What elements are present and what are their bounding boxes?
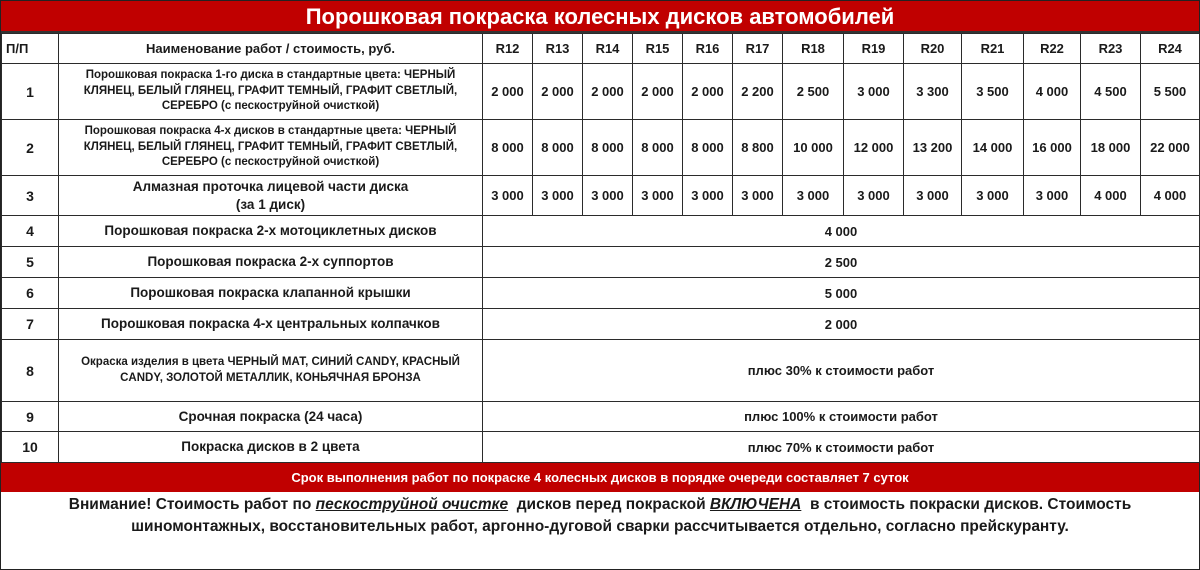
table-row — [2, 402, 1200, 432]
price-cell: 3 000 — [583, 176, 633, 216]
row-number: 6 — [2, 278, 59, 309]
row-number: 8 — [2, 340, 59, 402]
row-number: 3 — [2, 176, 59, 216]
service-name-line1: Алмазная проточка лицевой части диска — [132, 178, 409, 194]
price-table — [1, 33, 1200, 463]
table-row — [2, 432, 1200, 463]
price-cell: 2 000 — [683, 64, 733, 120]
price-cell: 12 000 — [844, 120, 904, 176]
price-cell: 3 000 — [483, 176, 533, 216]
price-cell: 3 000 — [633, 176, 683, 216]
price-cell: 8 800 — [733, 120, 783, 176]
header-size: R12 — [483, 34, 533, 64]
service-name: Порошковая покраска 1-го диска в стандартные цвета: ЧЕРНЫЙ КЛЯНЕЦ, БЕЛЫЙ ГЛЯНЕЦ, ГРАФИТ ТЕМНЫЙ, ГРАФИТ СВЕТЛЫЙ, СЕРЕБРО (с пескоструйной очисткой) — [59, 64, 483, 120]
surcharge: плюс 70% к стоимости работ — [483, 432, 1200, 463]
header-size: R16 — [683, 34, 733, 64]
service-name: Порошковая покраска 4-х центральных колпачков — [59, 309, 483, 340]
price-cell: 3 000 — [962, 176, 1024, 216]
price-cell: 2 000 — [633, 64, 683, 120]
header-size: R13 — [533, 34, 583, 64]
header-size: R18 — [783, 34, 844, 64]
warning-emphasis-sandblasting: пескоструйной очистке — [315, 496, 509, 513]
table-row — [2, 340, 1200, 402]
price-cell: 22 000 — [1141, 120, 1200, 176]
table-row — [2, 278, 1200, 309]
price-cell: 8 000 — [683, 120, 733, 176]
price-cell: 3 000 — [533, 176, 583, 216]
warning-line2: шиномонтажных, восстановительных работ, аргонно-дуговой сварки рассчитывается отдельно, согласно прейскуранту. — [131, 518, 1069, 535]
row-number: 5 — [2, 247, 59, 278]
service-name: Порошковая покраска 2-х мотоциклетных дисков — [59, 216, 483, 247]
flat-price: 2 500 — [483, 247, 1200, 278]
warning-text: Внимание! Стоимость работ по — [68, 496, 316, 513]
price-cell: 2 500 — [783, 64, 844, 120]
surcharge: плюс 100% к стоимости работ — [483, 402, 1200, 432]
row-number: 1 — [2, 64, 59, 120]
header-size: R14 — [583, 34, 633, 64]
table-row — [2, 176, 1200, 216]
table-row — [2, 64, 1200, 120]
service-name: Порошковая покраска 2-х суппортов — [59, 247, 483, 278]
warning-line1 — [1, 494, 1199, 516]
page-title: Порошковая покраска колесных дисков автомобилей — [1, 1, 1199, 33]
price-cell: 5 500 — [1141, 64, 1200, 120]
price-cell: 4 000 — [1024, 64, 1081, 120]
surcharge: плюс 30% к стоимости работ — [483, 340, 1200, 402]
service-name: Окраска изделия в цвета ЧЕРНЫЙ МАТ, СИНИЙ CANDY, КРАСНЫЙ CANDY, ЗОЛОТОЙ МЕТАЛЛИК, КОНЬЯЧНАЯ БРОНЗА — [59, 340, 483, 402]
row-number: 2 — [2, 120, 59, 176]
price-cell: 10 000 — [783, 120, 844, 176]
price-cell: 3 500 — [962, 64, 1024, 120]
flat-price: 4 000 — [483, 216, 1200, 247]
header-size: R17 — [733, 34, 783, 64]
price-cell: 13 200 — [904, 120, 962, 176]
row-number: 9 — [2, 402, 59, 432]
price-cell: 14 000 — [962, 120, 1024, 176]
header-size: R23 — [1081, 34, 1141, 64]
price-cell: 3 000 — [904, 176, 962, 216]
table-row — [2, 120, 1200, 176]
price-cell: 2 000 — [483, 64, 533, 120]
price-cell: 8 000 — [633, 120, 683, 176]
table-row — [2, 216, 1200, 247]
service-name: Покраска дисков в 2 цвета — [59, 432, 483, 463]
price-cell: 3 000 — [783, 176, 844, 216]
price-cell: 8 000 — [583, 120, 633, 176]
price-cell: 3 000 — [1024, 176, 1081, 216]
table-row — [2, 309, 1200, 340]
price-cell: 16 000 — [1024, 120, 1081, 176]
flat-price: 5 000 — [483, 278, 1200, 309]
warning-emphasis-included: ВКЛЮЧЕНА — [709, 496, 802, 513]
flat-price: 2 000 — [483, 309, 1200, 340]
price-cell: 3 000 — [844, 176, 904, 216]
row-number: 4 — [2, 216, 59, 247]
header-size: R20 — [904, 34, 962, 64]
service-name-line2: (за 1 диск) — [235, 196, 306, 212]
warning-text: дисков перед покраской — [508, 496, 710, 513]
price-cell: 4 000 — [1141, 176, 1200, 216]
price-cell: 2 200 — [733, 64, 783, 120]
table-header-row — [2, 34, 1200, 64]
service-name: Срочная покраска (24 часа) — [59, 402, 483, 432]
row-number: 10 — [2, 432, 59, 463]
price-cell: 4 000 — [1081, 176, 1141, 216]
price-cell: 3 300 — [904, 64, 962, 120]
service-name: Порошковая покраска 4-х дисков в стандартные цвета: ЧЕРНЫЙ КЛЯНЕЦ, БЕЛЫЙ ГЛЯНЕЦ, ГРАФИТ ТЕМНЫЙ, ГРАФИТ СВЕТЛЫЙ, СЕРЕБРО (с пескоструйной очисткой) — [59, 120, 483, 176]
price-cell: 18 000 — [1081, 120, 1141, 176]
service-name: Порошковая покраска клапанной крышки — [59, 278, 483, 309]
price-cell: 3 000 — [733, 176, 783, 216]
header-num: П/П — [2, 34, 59, 64]
warning-note — [1, 492, 1199, 538]
header-size: R15 — [633, 34, 683, 64]
header-name: Наименование работ / стоимость, руб. — [59, 34, 483, 64]
price-cell: 2 000 — [533, 64, 583, 120]
warning-text: в стоимость покраски дисков. Стоимость — [801, 496, 1132, 513]
price-cell: 8 000 — [483, 120, 533, 176]
price-cell: 2 000 — [583, 64, 633, 120]
price-cell: 3 000 — [844, 64, 904, 120]
deadline-notice: Срок выполнения работ по покраске 4 колесных дисков в порядке очереди составляет 7 суток — [1, 463, 1199, 492]
header-size: R24 — [1141, 34, 1200, 64]
price-cell: 4 500 — [1081, 64, 1141, 120]
header-size: R19 — [844, 34, 904, 64]
service-name — [59, 176, 483, 216]
table-row — [2, 247, 1200, 278]
row-number: 7 — [2, 309, 59, 340]
header-size: R21 — [962, 34, 1024, 64]
header-size: R22 — [1024, 34, 1081, 64]
price-cell: 8 000 — [533, 120, 583, 176]
price-cell: 3 000 — [683, 176, 733, 216]
